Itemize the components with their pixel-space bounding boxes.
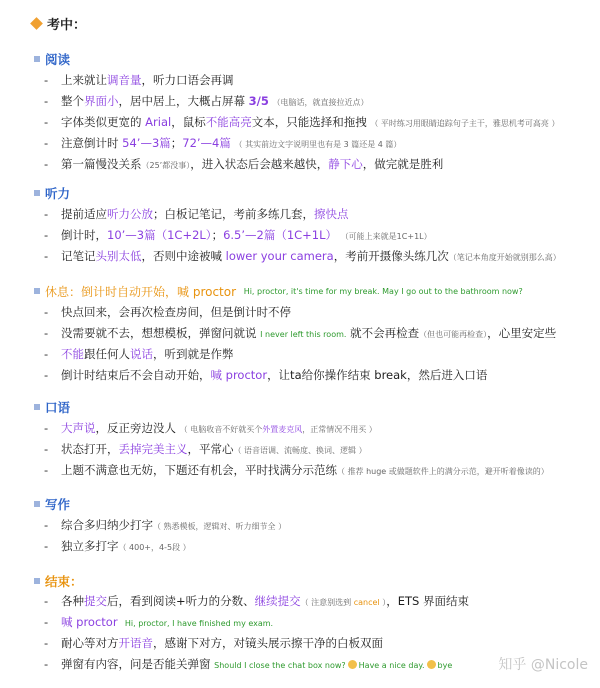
section-listening: [34, 184, 561, 267]
note: （但也可能再检查）: [419, 330, 488, 339]
highlight: 擦快点: [314, 207, 349, 221]
header: [32, 14, 86, 33]
dash-icon: -: [44, 636, 49, 650]
list-item: [34, 344, 556, 365]
heading-text: 倒计时自动开始，喊 proctor: [81, 284, 237, 299]
section-heading: [34, 281, 556, 301]
section-rest: [34, 281, 556, 386]
highlight: 72’—4篇: [182, 136, 231, 150]
text: ，居中居上，大概占屏幕: [118, 94, 249, 108]
highlight: 听力公放: [107, 207, 153, 221]
section-heading: [34, 398, 549, 416]
text: ，反正旁边没人: [95, 421, 176, 435]
highlight: 6.5’—2篇（1C+1L）: [223, 228, 338, 242]
dash-icon: -: [44, 157, 49, 171]
dash-icon: -: [44, 115, 49, 129]
note-highlight: 外置麦克风: [262, 425, 303, 434]
highlight: 静下心: [328, 157, 363, 171]
dash-icon: -: [44, 94, 49, 108]
highlight: 10’—3篇（1C+2L）: [107, 228, 212, 242]
highlight: 丢掉完美主义: [118, 442, 188, 456]
list-item: [34, 154, 559, 175]
page-title: 考中：: [47, 18, 87, 33]
section-heading: [34, 495, 286, 513]
dash-icon: -: [44, 207, 49, 221]
quote: Should I close the chat box now?: [214, 661, 346, 670]
heading-text: 口语: [45, 400, 71, 415]
text: 各种: [61, 594, 84, 608]
highlight: 不能高亮: [205, 115, 252, 129]
text: 快点回来，会再次检查房间，但是倒计时不停: [61, 305, 291, 319]
text: ，听力口语会再调: [141, 73, 234, 87]
highlight: 54’—3篇: [122, 136, 171, 150]
note: （ 语音语调、流畅度、换词、逻辑 ）: [233, 446, 367, 455]
note: （笔记本角度开始就别那么高）: [448, 253, 561, 262]
note: （ 400+，4-5段 ）: [118, 543, 191, 552]
list-item: [34, 323, 556, 344]
sparkle-emoji-icon: [427, 660, 436, 669]
text: 耐心等对方: [61, 636, 119, 650]
text: 注意倒计时: [61, 136, 123, 150]
highlight: 调音量: [107, 73, 142, 87]
text: ，听到就是作弊: [153, 347, 234, 361]
section-speaking: [34, 398, 549, 481]
text: 倒计时结束后不会自动开始，: [61, 368, 211, 382]
text: 状态打开，: [61, 442, 119, 456]
dash-icon: -: [44, 657, 49, 671]
text: 文本，只能选择和拖拽: [251, 115, 367, 129]
text: 没需要就不去，想想模板，弹窗问就说: [61, 326, 261, 340]
section-reading: [34, 50, 559, 175]
text: 记笔记: [61, 249, 96, 263]
dash-icon: -: [44, 368, 49, 382]
square-bullet-icon: [34, 56, 40, 62]
dash-icon: -: [44, 347, 49, 361]
dash-icon: -: [44, 518, 49, 532]
highlight: 不能: [61, 347, 84, 361]
text: 字体类似更宽的: [61, 115, 146, 129]
highlight: 大声说: [61, 421, 96, 435]
highlight: lower your camera: [225, 249, 334, 263]
heading-label: 休息：: [45, 284, 82, 299]
dash-icon: -: [44, 228, 49, 242]
list-item: [34, 204, 561, 225]
list-item: [34, 133, 559, 154]
note: （ 其实前边文字说明里也有是 3 篇还是 4 篇）: [234, 140, 402, 149]
highlight: Arial: [145, 115, 172, 129]
text: ，鼠标: [171, 115, 206, 129]
text: 上题不满意也无妨，下题还有机会，平时找满分示范练: [61, 463, 337, 477]
text: 提前适应: [61, 207, 107, 221]
highlight: 开语音: [118, 636, 153, 650]
list-item: [34, 515, 286, 536]
highlight: 头别太低: [95, 249, 142, 263]
dash-icon: -: [44, 421, 49, 435]
list-item: [34, 302, 556, 323]
note: ，正常情况不用买 ）: [302, 425, 377, 434]
section-writing: [34, 495, 286, 557]
highlight: 界面小: [84, 94, 119, 108]
highlight: 继续提交: [254, 594, 301, 608]
quote: Hi, proctor, I have finished my exam.: [124, 619, 274, 628]
square-bullet-icon: [34, 578, 40, 584]
text: 综合多归纳少打字: [61, 518, 153, 532]
text: 跟任何人: [84, 347, 130, 361]
square-bullet-icon: [34, 288, 40, 294]
square-bullet-icon: [34, 190, 40, 196]
dash-icon: -: [44, 305, 49, 319]
list-item: [34, 112, 559, 133]
text: ；: [170, 136, 183, 150]
list-item: [34, 418, 549, 439]
dash-icon: -: [44, 326, 49, 340]
note-highlight: cancel: [353, 598, 380, 607]
quote: Hi, proctor, it's time for my break. May I go out to the bathroom now?: [243, 286, 523, 296]
list-item: [34, 70, 559, 91]
section-heading: [34, 572, 469, 590]
text: 倒计时，: [61, 228, 107, 242]
text: ，做完就是胜利: [362, 157, 444, 171]
list-item: [34, 460, 549, 481]
quote: Have a nice day.: [358, 661, 425, 670]
list-item: [34, 439, 549, 460]
dash-icon: -: [44, 249, 49, 263]
dash-icon: -: [44, 136, 49, 150]
section-heading: [34, 50, 559, 68]
list-item: [34, 91, 559, 112]
quote: I never left this room.: [260, 330, 347, 339]
dash-icon: -: [44, 463, 49, 477]
heading-text: 写作: [45, 497, 71, 512]
text: 就不会再检查: [346, 326, 420, 340]
highlight: 喊 proctor: [61, 615, 118, 629]
text: ，进入状态后会越来越快，: [190, 157, 329, 171]
text: ，让ta给你操作结束 break，然后进入口语: [267, 368, 488, 382]
text: 后，看到阅读+听力的分数、: [107, 594, 255, 608]
highlight: 提交: [84, 594, 107, 608]
text: 独立多打字: [61, 539, 119, 553]
text: 整个: [61, 94, 84, 108]
dash-icon: -: [44, 594, 49, 608]
note: ）: [379, 598, 387, 607]
list-item: [34, 246, 561, 267]
heading-text: 听力: [45, 186, 71, 201]
note: （25’都没事）: [141, 161, 191, 170]
text: 弹窗有内容，问是否能关弹窗: [61, 657, 215, 671]
dash-icon: -: [44, 73, 49, 87]
list-item: [34, 365, 556, 386]
dash-icon: -: [44, 615, 49, 629]
dash-icon: -: [44, 442, 49, 456]
note: （ 电脑收音不好就买个: [179, 425, 263, 434]
note: （ 平时练习用眼睛追踪句子主干，雅思机考可高亮 ）: [370, 119, 560, 128]
list-item: [34, 612, 469, 633]
text: ，平常心: [187, 442, 234, 456]
dash-icon: -: [44, 539, 49, 553]
text: ，否则中途被喊: [141, 249, 226, 263]
text: 第一篇慢没关系: [61, 157, 142, 171]
quote: bye: [437, 661, 453, 670]
text: 上来就让: [61, 73, 107, 87]
section-end: [34, 572, 469, 675]
list-item: [34, 225, 561, 246]
note: （ 推荐 huge 或做题软件上的满分示范，避开听着像读的）: [337, 467, 549, 476]
highlight: 3/5: [248, 94, 269, 108]
highlight: 喊 proctor: [210, 368, 268, 382]
list-item: [34, 591, 469, 612]
heading-text: 结束：: [45, 574, 83, 589]
highlight: 说话: [130, 347, 153, 361]
watermark: 知乎 @Nicole: [498, 657, 588, 673]
square-bullet-icon: [34, 404, 40, 410]
note: （电脑话，就直接拉近点）: [272, 98, 369, 107]
text: ，感谢下对方，对镜头展示擦干净的白板双面: [153, 636, 383, 650]
diamond-icon: [30, 17, 43, 30]
text: ，考前开摄像头练几次: [333, 249, 449, 263]
note: （ 熟悉模板，逻辑对、听力细节全 ）: [153, 522, 287, 531]
text: ，ETS 界面结束: [386, 594, 469, 608]
note: （可能上来就是1C+1L）: [340, 232, 432, 241]
list-item: [34, 536, 286, 557]
text: ，心里安定些: [487, 326, 557, 340]
section-heading: [34, 184, 561, 202]
square-bullet-icon: [34, 501, 40, 507]
list-item: [34, 654, 469, 675]
note: （ 注意别选到: [300, 598, 354, 607]
text: ；白板记笔记，考前多练几套，: [153, 207, 314, 221]
list-item: [34, 633, 469, 654]
text: ；: [211, 228, 224, 242]
heading-text: 阅读: [45, 52, 71, 67]
ok-hand-emoji-icon: [348, 660, 357, 669]
